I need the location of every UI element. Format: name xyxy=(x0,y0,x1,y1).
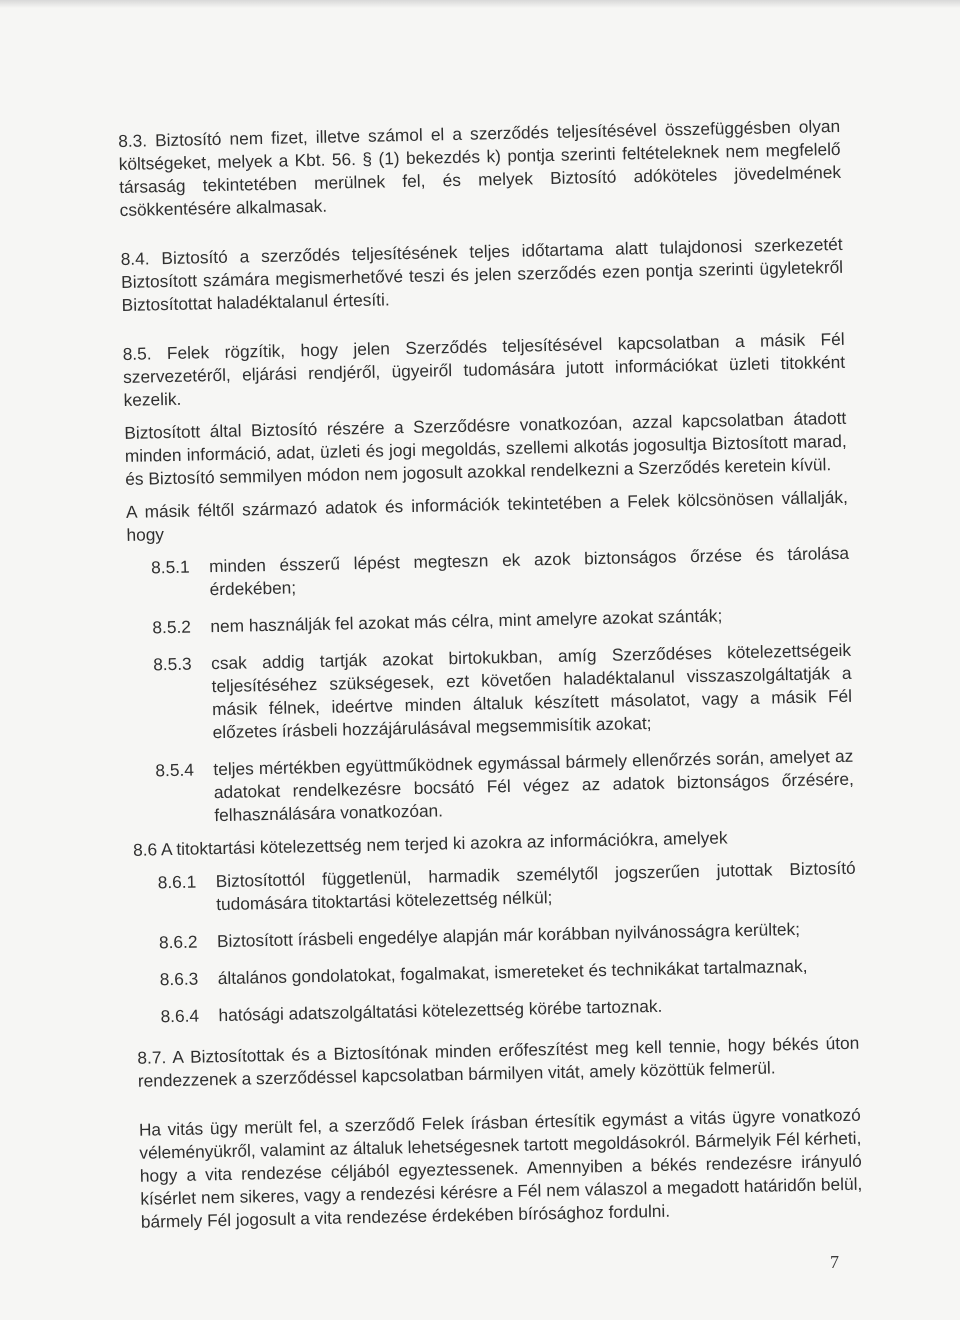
item-number: 8.5.3 xyxy=(152,653,192,675)
document-body xyxy=(118,115,863,1234)
scan-edge xyxy=(0,0,960,8)
item-text: általános gondolatokat, fogalmakat, ismereteket és technikákat tartalmaznak, xyxy=(217,955,808,989)
list-item-8-5-3 xyxy=(153,639,853,746)
item-text: nem használják fel azokat más célra, mint amelyre azokat szánták; xyxy=(210,605,723,637)
paragraph-8-4: 8.4. Biztosító a szerződés teljesítésének teljes időtartama alatt tulajdonosi szerkezetét Biztosított számára megismerhetővé teszi és jelen szerződés ezen pontja szerinti ügyletekről Biztosítottat haladéktalanul értesíti. xyxy=(120,233,844,315)
item-number: 8.6.1 xyxy=(157,871,197,893)
item-text: hatósági adatszolgáltatási kötelezettség körébe tartoznak. xyxy=(218,995,663,1026)
item-text: minden ésszerű lépést megteszn ek azok biztonságos őrzése és tárolása érdekében; xyxy=(208,542,850,600)
item-number: 8.5.4 xyxy=(155,759,195,781)
paragraph-8-5: 8.5. Felek rögzítik, hogy jelen Szerződés teljesítésével kapcsolatban a másik Fél szervezetéről, eljárási rendjéről, ügyeiről tudomására jutott információkat üzleti titokként kezelik. xyxy=(122,328,846,410)
list-item-8-5-4 xyxy=(155,745,854,829)
item-number: 8.6.2 xyxy=(158,931,198,953)
page-number: 7 xyxy=(830,1252,839,1272)
paragraph-8-7-dispute: Ha vitás ügy merült fel, a szerződő Felek írásban értesítik egymást a vitás ügyre vonatkozó véleményükről, valamint az általuk lehetségesnek tartott megoldásokról. Bármelyik Fél kérheti, hogy a vita rendezése céljából egyeztessenek. Amennyiben a békés rendezésre irányuló kísérlet nem sikeres, vagy a rendezési kérésre a Fél nem válaszol a megadott határidőn belül, bármely Fél jogosult a vita rendezése érdekében bírósághoz fordulni. xyxy=(138,1104,863,1232)
item-number: 8.6.4 xyxy=(160,1005,200,1027)
paragraph-8-6: 8.6 A titoktartási kötelezettség nem terjed ki azokra az információkra, amelyek xyxy=(132,827,728,860)
paragraph-8-7: 8.7. A Biztosítottak és a Biztosítónak minden erőfeszítést meg kell tennie, hogy békés úton rendezzenek a szerződéssel kapcsolatban bármilyen vitát, amely közöttük felmerül. xyxy=(137,1032,860,1091)
item-number: 8.5.1 xyxy=(150,556,190,578)
paragraph-8-3: 8.3. Biztosító nem fizet, illetve számol el a szerződés teljesítésével összefüggésben olyan költségeket, melyek a Kbt. 56. § (1) bekezdés k) pontja szerinti feltételeknek nem megfelelő társaság tekintetében merülnek fel, és melyek Biztosító adóköteles jövedelmének csökkentésére alkalmasak. xyxy=(118,115,842,220)
item-text: teljes mértékben együttműködnek egymással bármely ellenőrzés során, amelyet az adatokat rendelkezésre bocsátó Fél végez az adatok biztonságos őrzésére, felhasználására vonatkozóan. xyxy=(213,745,854,826)
item-text: Biztosítottól függetlenül, harmadik személytől jogszerűen jutottak Biztosító tudomására titoktartási kötelezettség nélkül; xyxy=(215,857,856,915)
item-text: Biztosított írásbeli engedélye alapján már korábban nyilvánosságra kerültek; xyxy=(216,918,801,952)
item-text: csak addig tartják azokat birtokukban, amíg Szerződéses kötelezettségeik teljesítéséhez szükségesek, ezt követően haladéktalanul visszaszolgáltatják a másik félnek, ideértve minden általuk készített másolatot, vagy a másik Fél előzetes írásbeli hozzájárulásával megsemmisítik azokat; xyxy=(210,639,853,743)
item-number: 8.6.3 xyxy=(159,968,199,990)
item-number: 8.5.2 xyxy=(152,616,192,638)
paragraph-8-5-ownership: Biztosított által Biztosító részére a Szerződésre vonatkozóan, azzal kapcsolatban átadott minden információ, adat, üzleti és jogi megoldás, szellemi alkotás jogosultja Biztosított marad, és Biztosító semmilyen módon nem jogosult azokkal rendelkezni a Szerződés keretein kívül. xyxy=(124,407,847,489)
paragraph-8-5-mutual: A másik féltől származó adatok és információk tekintetében a Felek kölcsönösen vállalják, hogy xyxy=(125,486,849,545)
